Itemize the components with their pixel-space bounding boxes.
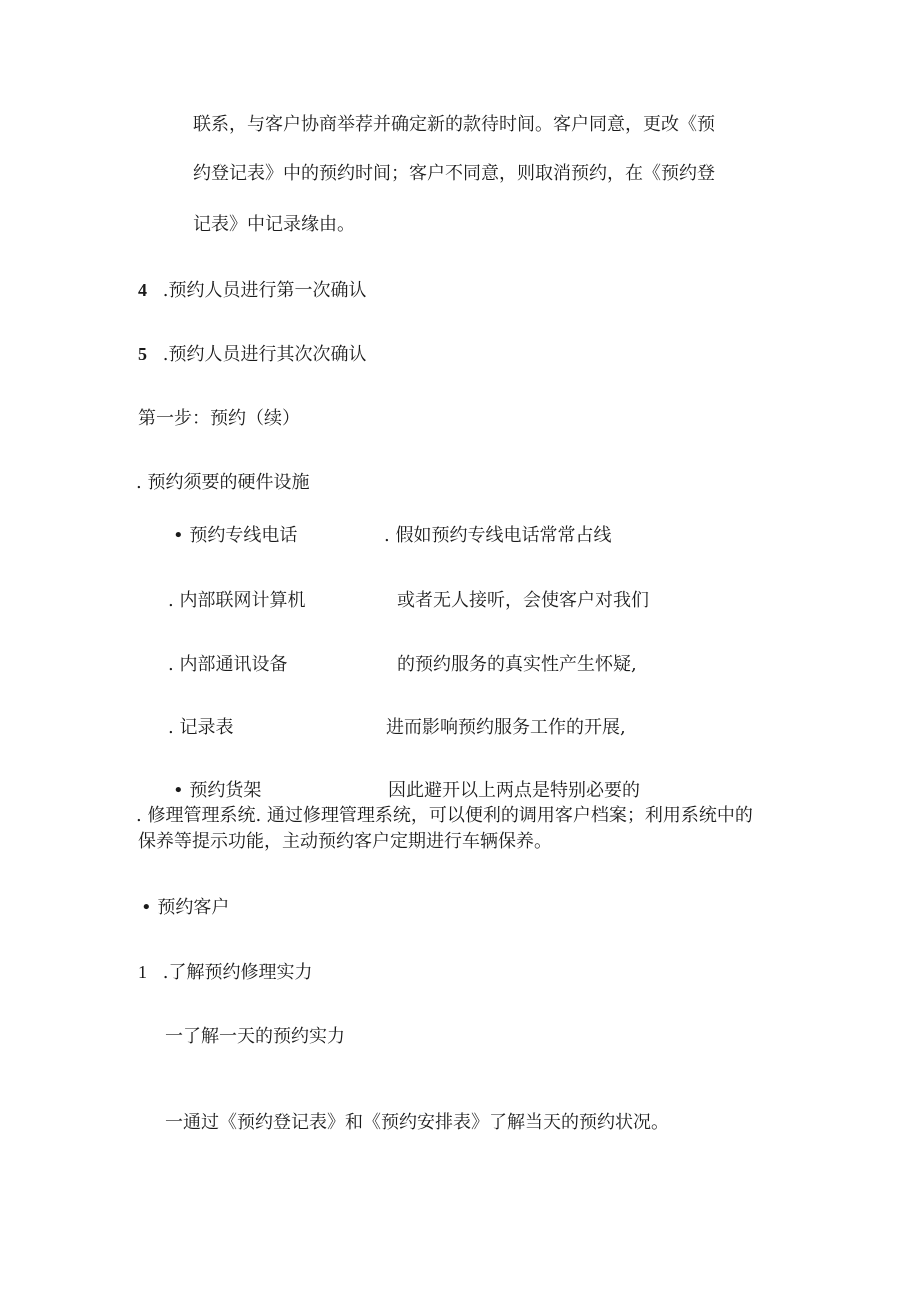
hardware-item-left: • 预约专线电话 [173,525,298,546]
sub-point-2: 一通过《预约登记表》和《预约安排表》了解当天的预约状况。 [165,1112,669,1133]
hardware-item-left: . 内部联网计算机 [168,590,306,611]
hardware-note-line: . 假如预约专线电话常常占线 [384,525,612,546]
hardware-note-line: 的预约服务的真实性产生怀疑, [397,654,637,675]
hardware-note-line: 因此避开以上两点是特别必要的 [388,780,640,801]
system-line-2: 保养等提示功能，主动预约客户定期进行车辆保养。 [138,831,552,852]
step-4 [138,278,366,303]
hardware-item-left: . 内部通讯设备 [168,654,288,675]
step-5-text: .预约人员进行其次次确认 [162,344,367,365]
step-4-text: .预约人员进行第一次确认 [162,280,367,301]
paragraph-line-2: 约登记表》中的预约时间；客户不同意，则取消预约，在《预约登 [193,163,715,184]
step-4-number: 4 [138,280,147,300]
hardware-title: . 预约须要的硬件设施 [136,472,310,493]
step-1-text: .了解预约修理实力 [162,962,313,983]
step-5-number: 5 [138,344,147,364]
step-1-number: 1 [138,962,147,982]
paragraph-line-1: 联系，与客户协商举荐并确定新的款待时间。客户同意，更改《预 [193,114,715,135]
system-line-1: . 修理管理系统. 通过修理管理系统，可以便利的调用客户档案；利用系统中的 [136,805,753,826]
sub-point-1: 一了解一天的预约实力 [165,1026,345,1047]
hardware-item-left: • 预约货架 [173,780,262,801]
hardware-item-left: . 记录表 [168,717,234,738]
step-1 [138,960,312,985]
hardware-note-line: 进而影响预约服务工作的开展, [386,717,626,738]
customer-title: • 预约客户 [141,897,230,918]
hardware-note-line: 或者无人接听，会使客户对我们 [397,590,649,611]
paragraph-line-3: 记表》中记录缘由。 [193,214,355,235]
step-5 [138,342,366,367]
section-title: 第一步：预约（续） [138,408,300,429]
